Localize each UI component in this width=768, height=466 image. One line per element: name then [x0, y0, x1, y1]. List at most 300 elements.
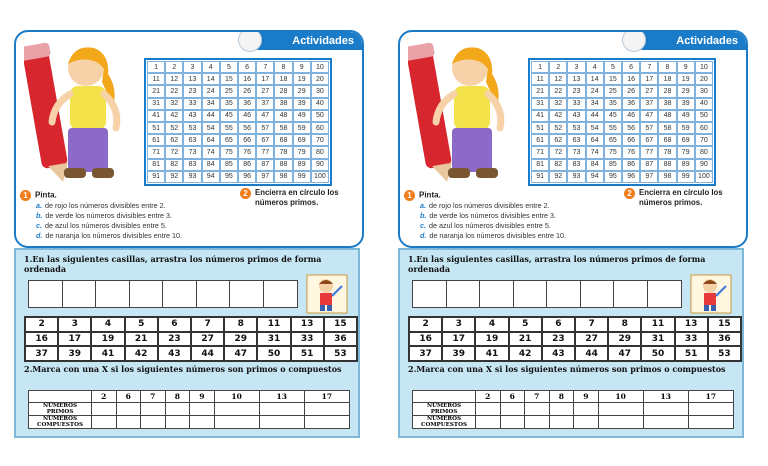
hundred-chart-cell[interactable]: 79 — [293, 146, 311, 158]
hundred-chart-cell[interactable]: 23 — [183, 85, 201, 97]
hundred-chart-cell[interactable]: 17 — [640, 73, 658, 85]
mark-cell[interactable] — [500, 416, 525, 429]
mark-cell[interactable] — [643, 403, 688, 416]
hundred-chart-cell[interactable]: 49 — [293, 110, 311, 122]
mark-cell[interactable] — [92, 403, 117, 416]
hundred-chart-cell[interactable]: 77 — [256, 146, 274, 158]
hundred-chart-cell[interactable]: 68 — [658, 134, 676, 146]
hundred-chart-cell[interactable]: 67 — [640, 134, 658, 146]
number-tile[interactable]: 4 — [91, 317, 124, 332]
hundred-chart-cell[interactable]: 71 — [531, 146, 549, 158]
mark-cell[interactable] — [304, 416, 349, 429]
hundred-chart-cell[interactable]: 63 — [183, 134, 201, 146]
hundred-chart-cell[interactable]: 72 — [549, 146, 567, 158]
hundred-chart-cell[interactable]: 45 — [604, 110, 622, 122]
hundred-chart-cell[interactable]: 58 — [274, 122, 292, 134]
drop-slot[interactable] — [514, 281, 548, 307]
hundred-chart-cell[interactable]: 80 — [311, 146, 329, 158]
drop-slot[interactable] — [581, 281, 615, 307]
hundred-chart-cell[interactable]: 83 — [183, 159, 201, 171]
hundred-chart-cell[interactable]: 98 — [274, 171, 292, 183]
number-tile[interactable]: 36 — [324, 332, 357, 347]
mark-cell[interactable] — [259, 403, 304, 416]
hundred-chart-cell[interactable]: 93 — [183, 171, 201, 183]
hundred-chart-cell[interactable]: 31 — [531, 98, 549, 110]
hundred-chart-cell[interactable]: 100 — [695, 171, 713, 183]
hundred-chart-cell[interactable]: 63 — [567, 134, 585, 146]
hundred-chart-cell[interactable]: 87 — [256, 159, 274, 171]
hundred-chart-cell[interactable]: 100 — [311, 171, 329, 183]
drop-slot[interactable] — [413, 281, 447, 307]
hundred-chart-cell[interactable]: 73 — [183, 146, 201, 158]
hundred-chart-cell[interactable]: 68 — [274, 134, 292, 146]
hundred-chart-cell[interactable]: 94 — [586, 171, 604, 183]
number-tile[interactable]: 37 — [409, 346, 442, 361]
hundred-chart-cell[interactable]: 26 — [622, 85, 640, 97]
number-tile[interactable]: 5 — [125, 317, 158, 332]
hundred-chart-cell[interactable]: 61 — [147, 134, 165, 146]
hundred-chart-cell[interactable]: 76 — [238, 146, 256, 158]
hundred-chart-cell[interactable]: 11 — [531, 73, 549, 85]
mark-cell[interactable] — [165, 403, 190, 416]
hundred-chart-cell[interactable]: 21 — [147, 85, 165, 97]
hundred-chart-cell[interactable]: 41 — [147, 110, 165, 122]
hundred-chart-cell[interactable]: 15 — [604, 73, 622, 85]
mark-cell[interactable] — [476, 403, 501, 416]
mark-cell[interactable] — [598, 416, 643, 429]
hundred-chart-cell[interactable]: 16 — [622, 73, 640, 85]
hundred-chart-cell[interactable]: 80 — [695, 146, 713, 158]
hundred-chart-cell[interactable]: 13 — [567, 73, 585, 85]
hundred-chart-cell[interactable]: 51 — [147, 122, 165, 134]
mark-cell[interactable] — [304, 403, 349, 416]
number-tile[interactable]: 39 — [58, 346, 91, 361]
number-tile[interactable]: 2 — [409, 317, 442, 332]
hundred-chart-cell[interactable]: 40 — [311, 98, 329, 110]
hundred-chart-cell[interactable]: 12 — [165, 73, 183, 85]
hundred-chart-cell[interactable]: 18 — [658, 73, 676, 85]
hundred-chart-cell[interactable]: 31 — [147, 98, 165, 110]
hundred-chart-cell[interactable]: 89 — [293, 159, 311, 171]
number-tile[interactable]: 47 — [608, 346, 641, 361]
hundred-chart-cell[interactable]: 39 — [677, 98, 695, 110]
hundred-chart-cell[interactable]: 53 — [567, 122, 585, 134]
number-tile[interactable]: 37 — [25, 346, 58, 361]
mark-cell[interactable] — [92, 416, 117, 429]
number-tile[interactable]: 7 — [191, 317, 224, 332]
hundred-chart-cell[interactable]: 36 — [238, 98, 256, 110]
hundred-chart-cell[interactable]: 3 — [567, 61, 585, 73]
hundred-chart-cell[interactable]: 44 — [586, 110, 604, 122]
hundred-chart-cell[interactable]: 96 — [238, 171, 256, 183]
hundred-chart-cell[interactable]: 16 — [238, 73, 256, 85]
number-tile[interactable]: 17 — [58, 332, 91, 347]
mark-cell[interactable] — [500, 403, 525, 416]
hundred-chart-cell[interactable]: 24 — [586, 85, 604, 97]
number-tile[interactable]: 33 — [675, 332, 708, 347]
hundred-chart-cell[interactable]: 83 — [567, 159, 585, 171]
drop-slot[interactable] — [230, 281, 264, 307]
hundred-chart-cell[interactable]: 32 — [165, 98, 183, 110]
number-tile[interactable]: 36 — [708, 332, 741, 347]
number-tile[interactable]: 2 — [25, 317, 58, 332]
hundred-chart-cell[interactable]: 9 — [293, 61, 311, 73]
hundred-chart-cell[interactable]: 6 — [622, 61, 640, 73]
hundred-chart-cell[interactable]: 33 — [183, 98, 201, 110]
number-tile[interactable]: 43 — [158, 346, 191, 361]
hundred-chart-cell[interactable]: 46 — [238, 110, 256, 122]
hundred-chart-cell[interactable]: 79 — [677, 146, 695, 158]
hundred-chart-cell[interactable]: 26 — [238, 85, 256, 97]
mark-cell[interactable] — [574, 403, 599, 416]
hundred-chart-cell[interactable]: 86 — [238, 159, 256, 171]
number-tile[interactable]: 3 — [58, 317, 91, 332]
hundred-chart-cell[interactable]: 40 — [695, 98, 713, 110]
hundred-chart-cell[interactable]: 43 — [567, 110, 585, 122]
hundred-chart-cell[interactable]: 86 — [622, 159, 640, 171]
number-tile[interactable]: 27 — [575, 332, 608, 347]
hundred-chart-cell[interactable]: 59 — [677, 122, 695, 134]
hundred-chart-cell[interactable]: 60 — [695, 122, 713, 134]
hundred-chart-cell[interactable]: 42 — [549, 110, 567, 122]
number-tile[interactable]: 41 — [475, 346, 508, 361]
mark-cell[interactable] — [598, 403, 643, 416]
hundred-chart-cell[interactable]: 46 — [622, 110, 640, 122]
number-tile[interactable]: 19 — [91, 332, 124, 347]
drop-slot[interactable] — [264, 281, 298, 307]
hundred-chart-cell[interactable]: 8 — [658, 61, 676, 73]
hundred-chart-cell[interactable]: 81 — [531, 159, 549, 171]
number-tile[interactable]: 11 — [641, 317, 674, 332]
hundred-chart-cell[interactable]: 33 — [567, 98, 585, 110]
hundred-chart-cell[interactable]: 13 — [183, 73, 201, 85]
hundred-chart-cell[interactable]: 20 — [695, 73, 713, 85]
hundred-chart-cell[interactable]: 5 — [604, 61, 622, 73]
hundred-chart-cell[interactable]: 88 — [658, 159, 676, 171]
number-tile[interactable]: 16 — [409, 332, 442, 347]
number-tile[interactable]: 33 — [291, 332, 324, 347]
hundred-chart-cell[interactable]: 87 — [640, 159, 658, 171]
hundred-chart-cell[interactable]: 14 — [202, 73, 220, 85]
drop-slot[interactable] — [547, 281, 581, 307]
mark-cell[interactable] — [116, 416, 141, 429]
drop-slot[interactable] — [480, 281, 514, 307]
hundred-chart-cell[interactable]: 70 — [695, 134, 713, 146]
number-tile[interactable]: 41 — [91, 346, 124, 361]
hundred-chart-cell[interactable]: 74 — [586, 146, 604, 158]
number-tile[interactable]: 15 — [708, 317, 741, 332]
hundred-chart-cell[interactable]: 62 — [549, 134, 567, 146]
hundred-chart-cell[interactable]: 2 — [165, 61, 183, 73]
number-tile[interactable]: 16 — [25, 332, 58, 347]
hundred-chart-cell[interactable]: 76 — [622, 146, 640, 158]
hundred-chart-cell[interactable]: 94 — [202, 171, 220, 183]
drop-slot[interactable] — [648, 281, 682, 307]
number-tile[interactable]: 53 — [708, 346, 741, 361]
hundred-chart-cell[interactable]: 90 — [311, 159, 329, 171]
number-tile[interactable]: 21 — [125, 332, 158, 347]
mark-cell[interactable] — [141, 403, 166, 416]
hundred-chart-cell[interactable]: 70 — [311, 134, 329, 146]
mark-cell[interactable] — [190, 403, 215, 416]
hundred-chart-cell[interactable]: 42 — [165, 110, 183, 122]
hundred-chart-cell[interactable]: 43 — [183, 110, 201, 122]
hundred-chart-cell[interactable]: 25 — [220, 85, 238, 97]
hundred-chart-cell[interactable]: 50 — [695, 110, 713, 122]
number-tile[interactable]: 21 — [509, 332, 542, 347]
hundred-chart-cell[interactable]: 56 — [238, 122, 256, 134]
number-tile[interactable]: 15 — [324, 317, 357, 332]
hundred-chart-cell[interactable]: 97 — [640, 171, 658, 183]
hundred-chart-cell[interactable]: 4 — [202, 61, 220, 73]
hundred-chart-cell[interactable]: 82 — [165, 159, 183, 171]
hundred-chart-cell[interactable]: 47 — [256, 110, 274, 122]
mark-cell[interactable] — [549, 403, 574, 416]
hundred-chart-cell[interactable]: 55 — [604, 122, 622, 134]
hundred-chart-cell[interactable]: 7 — [640, 61, 658, 73]
hundred-chart-cell[interactable]: 69 — [677, 134, 695, 146]
hundred-chart-cell[interactable]: 55 — [220, 122, 238, 134]
hundred-chart-cell[interactable]: 99 — [677, 171, 695, 183]
drop-slot[interactable] — [29, 281, 63, 307]
mark-cell[interactable] — [643, 416, 688, 429]
drop-slot[interactable] — [63, 281, 97, 307]
hundred-chart-cell[interactable]: 37 — [256, 98, 274, 110]
hundred-chart-cell[interactable]: 11 — [147, 73, 165, 85]
hundred-chart-cell[interactable]: 17 — [256, 73, 274, 85]
hundred-chart-cell[interactable]: 62 — [165, 134, 183, 146]
hundred-chart-cell[interactable]: 27 — [256, 85, 274, 97]
number-tile[interactable]: 31 — [257, 332, 290, 347]
number-tile[interactable]: 23 — [158, 332, 191, 347]
hundred-chart-cell[interactable]: 9 — [677, 61, 695, 73]
number-tile[interactable]: 17 — [442, 332, 475, 347]
number-tile[interactable]: 6 — [542, 317, 575, 332]
number-tile[interactable]: 42 — [125, 346, 158, 361]
hundred-chart-cell[interactable]: 53 — [183, 122, 201, 134]
number-tile[interactable]: 19 — [475, 332, 508, 347]
hundred-chart-cell[interactable]: 82 — [549, 159, 567, 171]
number-tile[interactable]: 53 — [324, 346, 357, 361]
hundred-chart-cell[interactable]: 7 — [256, 61, 274, 73]
hundred-chart-cell[interactable]: 37 — [640, 98, 658, 110]
hundred-chart-cell[interactable]: 22 — [165, 85, 183, 97]
mark-cell[interactable] — [165, 416, 190, 429]
number-tile[interactable]: 6 — [158, 317, 191, 332]
number-tile[interactable]: 51 — [291, 346, 324, 361]
number-tile[interactable]: 3 — [442, 317, 475, 332]
drop-slot[interactable] — [447, 281, 481, 307]
number-tile[interactable]: 7 — [575, 317, 608, 332]
hundred-chart-cell[interactable]: 1 — [147, 61, 165, 73]
hundred-chart-cell[interactable]: 8 — [274, 61, 292, 73]
number-tile[interactable]: 39 — [442, 346, 475, 361]
number-tile[interactable]: 50 — [257, 346, 290, 361]
mark-cell[interactable] — [525, 403, 550, 416]
hundred-chart-cell[interactable]: 72 — [165, 146, 183, 158]
hundred-chart-cell[interactable]: 36 — [622, 98, 640, 110]
mark-cell[interactable] — [116, 403, 141, 416]
hundred-chart-cell[interactable]: 32 — [549, 98, 567, 110]
hundred-chart-cell[interactable]: 57 — [640, 122, 658, 134]
hundred-chart-cell[interactable]: 64 — [586, 134, 604, 146]
hundred-chart-cell[interactable]: 25 — [604, 85, 622, 97]
hundred-chart-cell[interactable]: 34 — [202, 98, 220, 110]
hundred-chart-cell[interactable]: 98 — [658, 171, 676, 183]
hundred-chart-cell[interactable]: 35 — [604, 98, 622, 110]
hundred-chart-cell[interactable]: 28 — [274, 85, 292, 97]
hundred-chart-cell[interactable]: 69 — [293, 134, 311, 146]
hundred-chart-cell[interactable]: 75 — [604, 146, 622, 158]
hundred-chart-cell[interactable]: 1 — [531, 61, 549, 73]
mark-cell[interactable] — [214, 403, 259, 416]
hundred-chart-cell[interactable]: 58 — [658, 122, 676, 134]
hundred-chart-cell[interactable]: 90 — [695, 159, 713, 171]
drop-slot[interactable] — [614, 281, 648, 307]
hundred-chart-cell[interactable]: 54 — [586, 122, 604, 134]
hundred-chart-cell[interactable]: 52 — [165, 122, 183, 134]
hundred-chart-cell[interactable]: 15 — [220, 73, 238, 85]
mark-cell[interactable] — [574, 416, 599, 429]
hundred-chart-cell[interactable]: 78 — [658, 146, 676, 158]
mark-cell[interactable] — [525, 416, 550, 429]
hundred-chart-cell[interactable]: 91 — [147, 171, 165, 183]
hundred-chart-cell[interactable]: 93 — [567, 171, 585, 183]
hundred-chart-cell[interactable]: 54 — [202, 122, 220, 134]
hundred-chart-cell[interactable]: 81 — [147, 159, 165, 171]
hundred-chart-cell[interactable]: 38 — [658, 98, 676, 110]
hundred-chart-cell[interactable]: 65 — [604, 134, 622, 146]
number-tile[interactable]: 23 — [542, 332, 575, 347]
mark-cell[interactable] — [688, 403, 733, 416]
hundred-chart-cell[interactable]: 77 — [640, 146, 658, 158]
drop-slot[interactable] — [163, 281, 197, 307]
hundred-chart-cell[interactable]: 47 — [640, 110, 658, 122]
hundred-chart-cell[interactable]: 74 — [202, 146, 220, 158]
mark-cell[interactable] — [549, 416, 574, 429]
number-tile[interactable]: 44 — [191, 346, 224, 361]
number-tile[interactable]: 47 — [224, 346, 257, 361]
number-tile[interactable]: 27 — [191, 332, 224, 347]
number-tile[interactable]: 31 — [641, 332, 674, 347]
hundred-chart-cell[interactable]: 65 — [220, 134, 238, 146]
hundred-chart-cell[interactable]: 67 — [256, 134, 274, 146]
hundred-chart-cell[interactable]: 14 — [586, 73, 604, 85]
hundred-chart-cell[interactable]: 48 — [274, 110, 292, 122]
number-tile[interactable]: 8 — [608, 317, 641, 332]
hundred-chart-cell[interactable]: 5 — [220, 61, 238, 73]
hundred-chart-cell[interactable]: 4 — [586, 61, 604, 73]
hundred-chart-cell[interactable]: 60 — [311, 122, 329, 134]
number-tile[interactable]: 29 — [608, 332, 641, 347]
hundred-chart-cell[interactable]: 84 — [586, 159, 604, 171]
hundred-chart-cell[interactable]: 24 — [202, 85, 220, 97]
hundred-chart-cell[interactable]: 21 — [531, 85, 549, 97]
hundred-chart-cell[interactable]: 78 — [274, 146, 292, 158]
hundred-chart-cell[interactable]: 89 — [677, 159, 695, 171]
hundred-chart-cell[interactable]: 91 — [531, 171, 549, 183]
hundred-chart-cell[interactable]: 48 — [658, 110, 676, 122]
hundred-chart-cell[interactable]: 66 — [238, 134, 256, 146]
hundred-chart-cell[interactable]: 50 — [311, 110, 329, 122]
hundred-chart-cell[interactable]: 19 — [677, 73, 695, 85]
number-tile[interactable]: 5 — [509, 317, 542, 332]
hundred-chart-cell[interactable]: 35 — [220, 98, 238, 110]
number-tile[interactable]: 43 — [542, 346, 575, 361]
hundred-chart-cell[interactable]: 6 — [238, 61, 256, 73]
hundred-chart-cell[interactable]: 56 — [622, 122, 640, 134]
hundred-chart-cell[interactable]: 95 — [604, 171, 622, 183]
hundred-chart-cell[interactable]: 57 — [256, 122, 274, 134]
drop-slot[interactable] — [197, 281, 231, 307]
number-tile[interactable]: 13 — [291, 317, 324, 332]
mark-cell[interactable] — [259, 416, 304, 429]
hundred-chart-cell[interactable]: 95 — [220, 171, 238, 183]
hundred-chart-cell[interactable]: 2 — [549, 61, 567, 73]
hundred-chart-cell[interactable]: 75 — [220, 146, 238, 158]
hundred-chart-cell[interactable]: 45 — [220, 110, 238, 122]
hundred-chart-cell[interactable]: 88 — [274, 159, 292, 171]
hundred-chart-cell[interactable]: 30 — [311, 85, 329, 97]
hundred-chart-cell[interactable]: 52 — [549, 122, 567, 134]
hundred-chart-cell[interactable]: 29 — [293, 85, 311, 97]
drop-slot[interactable] — [130, 281, 164, 307]
hundred-chart-cell[interactable]: 85 — [604, 159, 622, 171]
hundred-chart-cell[interactable]: 30 — [695, 85, 713, 97]
mark-cell[interactable] — [214, 416, 259, 429]
hundred-chart-cell[interactable]: 41 — [531, 110, 549, 122]
hundred-chart-cell[interactable]: 10 — [695, 61, 713, 73]
hundred-chart-cell[interactable]: 84 — [202, 159, 220, 171]
hundred-chart-cell[interactable]: 85 — [220, 159, 238, 171]
mark-cell[interactable] — [190, 416, 215, 429]
hundred-chart-cell[interactable]: 34 — [586, 98, 604, 110]
number-tile[interactable]: 29 — [224, 332, 257, 347]
hundred-chart-cell[interactable]: 3 — [183, 61, 201, 73]
number-tile[interactable]: 11 — [257, 317, 290, 332]
hundred-chart-cell[interactable]: 27 — [640, 85, 658, 97]
hundred-chart-cell[interactable]: 23 — [567, 85, 585, 97]
hundred-chart-cell[interactable]: 59 — [293, 122, 311, 134]
hundred-chart-cell[interactable]: 44 — [202, 110, 220, 122]
hundred-chart-cell[interactable]: 29 — [677, 85, 695, 97]
mark-cell[interactable] — [141, 416, 166, 429]
hundred-chart-cell[interactable]: 10 — [311, 61, 329, 73]
number-tile[interactable]: 13 — [675, 317, 708, 332]
hundred-chart-cell[interactable]: 92 — [549, 171, 567, 183]
number-tile[interactable]: 50 — [641, 346, 674, 361]
hundred-chart-cell[interactable]: 28 — [658, 85, 676, 97]
hundred-chart-cell[interactable]: 99 — [293, 171, 311, 183]
hundred-chart-cell[interactable]: 92 — [165, 171, 183, 183]
number-tile[interactable]: 8 — [224, 317, 257, 332]
hundred-chart-cell[interactable]: 38 — [274, 98, 292, 110]
hundred-chart-cell[interactable]: 97 — [256, 171, 274, 183]
hundred-chart-cell[interactable]: 18 — [274, 73, 292, 85]
number-tile[interactable]: 4 — [475, 317, 508, 332]
hundred-chart-cell[interactable]: 49 — [677, 110, 695, 122]
hundred-chart-cell[interactable]: 73 — [567, 146, 585, 158]
prime-drop-slots[interactable] — [412, 280, 682, 308]
number-tile[interactable]: 44 — [575, 346, 608, 361]
hundred-chart-cell[interactable]: 64 — [202, 134, 220, 146]
number-tile[interactable]: 42 — [509, 346, 542, 361]
hundred-chart-cell[interactable]: 39 — [293, 98, 311, 110]
mark-cell[interactable] — [476, 416, 501, 429]
hundred-chart-cell[interactable]: 51 — [531, 122, 549, 134]
hundred-chart-cell[interactable]: 22 — [549, 85, 567, 97]
hundred-chart-cell[interactable]: 12 — [549, 73, 567, 85]
